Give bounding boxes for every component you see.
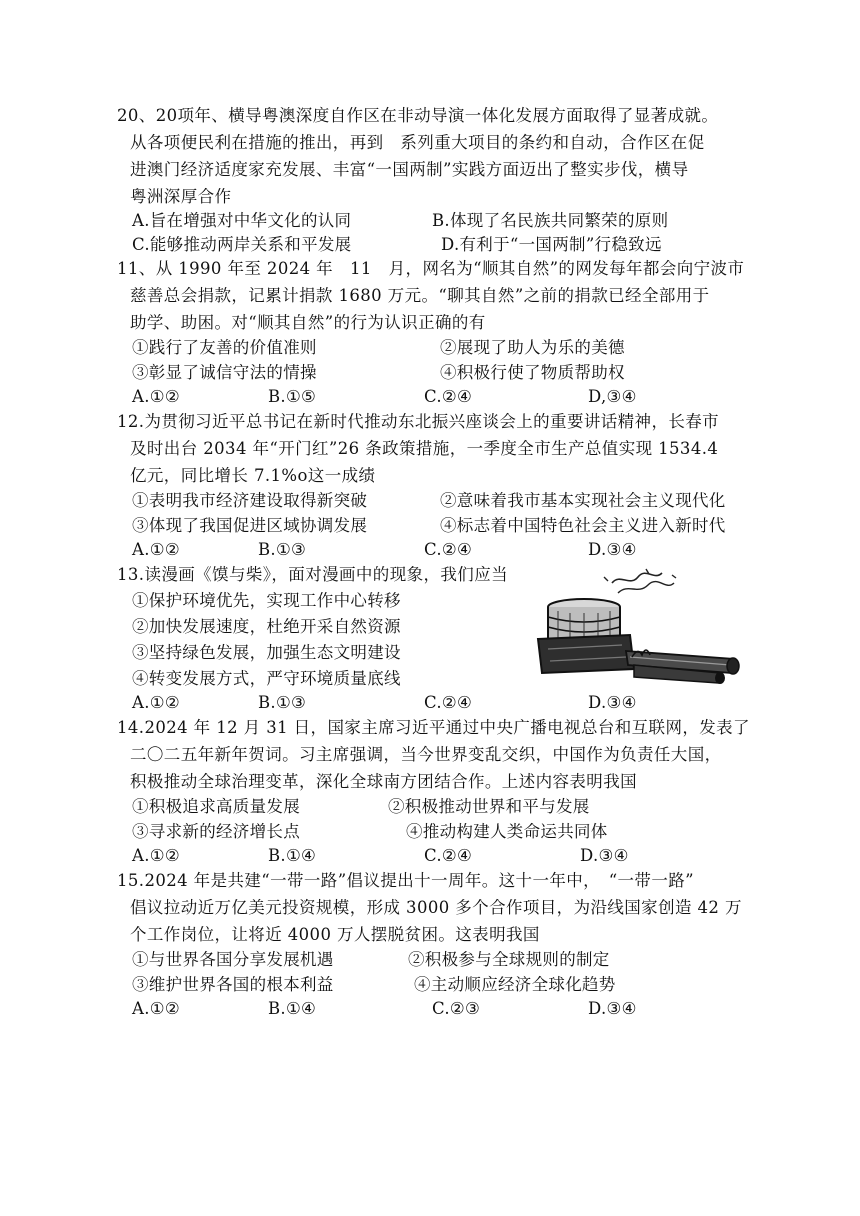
question-stem-line: 15.2024 年是共建“一带一路”倡议提出十一周年。这十一年中， “一带一路” (117, 871, 694, 890)
question-stem-line: 积极推动全球治理变革，深化全球南方团结合作。上述内容表明我国 (130, 772, 637, 791)
answer-option-b: B.①③ (258, 693, 307, 712)
statement-3: ③维护世界各国的根本利益 (132, 975, 334, 994)
answer-option-b: B.①③ (258, 540, 307, 559)
statement-2: ②加快发展速度，杜绝开采自然资源 (132, 617, 401, 636)
answer-option-a: A.①② (132, 540, 180, 559)
answer-option-a: A.①② (132, 999, 180, 1018)
answer-option-c: C.②④ (424, 846, 473, 865)
answer-option-d: D.有利于“一国两制”行稳致远 (441, 235, 662, 254)
statement-1: ①与世界各国分享发展机遇 (132, 950, 334, 969)
question-stem-line: 慈善总会捐款，记累计捐款 1680 万元。“聊其自然”之前的捐款已经全部用于 (130, 286, 710, 305)
question-stem-line: 14.2024 年 12 月 31 日，国家主席习近平通过中央广播电视总台和互联网，发表了 (117, 718, 750, 737)
question-stem-line: 从各项便民利在措施的推出，再到 系列重大项目的条约和自动，合作区在促 (130, 133, 705, 152)
question-stem-line: 助学、助困。对“顺其自然”的行为认识正确的有 (130, 313, 486, 332)
answer-option-d: D.③④ (588, 693, 637, 712)
statement-2: ②展现了助人为乐的美德 (440, 338, 625, 357)
question-stem-line: 进澳门经济适度家充发展、丰富“一国两制”实践方面迈出了整实步伐，横导 (130, 160, 689, 179)
question-stem-line: 11、从 1990 年至 2024 年 11 月，网名为“顺其自然”的网发每年都会向宁波市 (117, 259, 745, 278)
question-stem-line: 粤洲深厚合作 (130, 187, 232, 206)
answer-option-d: D.③④ (580, 846, 629, 865)
answer-option-c: C.②④ (424, 387, 473, 406)
question-stem-line: 及时出台 2034 年“开门红”26 条政策措施，一季度全市生产总值实现 1534.4 (130, 439, 719, 458)
statement-2: ②积极参与全球规则的制定 (408, 950, 610, 969)
statement-4: ④推动构建人类命运共同体 (406, 822, 608, 841)
statement-1: ①践行了友善的价值准则 (132, 338, 317, 357)
answer-option-b: B.①⑤ (268, 387, 317, 406)
answer-option-b: B.①④ (268, 999, 317, 1018)
statement-2: ②积极推动世界和平与发展 (388, 797, 590, 816)
answer-option-d: D.③④ (588, 999, 637, 1018)
statement-4: ④积极行使了物质帮助权 (440, 363, 625, 382)
answer-option-c: C.能够推动两岸关系和平发展 (132, 235, 352, 254)
answer-option-b: B.①④ (268, 846, 317, 865)
statement-4: ④转变发展方式，严守环境质量底线 (132, 669, 401, 688)
answer-option-a: A.①② (132, 387, 180, 406)
statement-4: ④标志着中国特色社会主义进入新时代 (440, 516, 726, 535)
question-stem-line: 20、20项年、横导粤澳深度自作区在非动导演一体化发展方面取得了显著成就。 (117, 106, 719, 125)
statement-1: ①保护环境优先，实现工作中心转移 (132, 591, 401, 610)
cartoon-illustration (534, 565, 744, 685)
question-stem-line: 二〇二五年新年贺词。习主席强调，当今世界变乱交织，中国作为负责任大国， (130, 745, 722, 764)
statement-3: ③坚持绿色发展，加强生态文明建设 (132, 643, 401, 662)
statement-3: ③彰显了诚信守法的情操 (132, 363, 317, 382)
question-stem-line: 13.读漫画《馍与柴》，面对漫画中的现象，我们应当 (117, 565, 508, 584)
answer-option-a: A.①② (132, 693, 180, 712)
question-stem-line: 个工作岗位，让将近 4000 万人摆脱贫困。这表明我国 (130, 925, 540, 944)
answer-option-a: A.旨在增强对中华文化的认同 (132, 211, 352, 230)
answer-option-d: D,③④ (588, 387, 637, 406)
statement-1: ①积极追求高质量发展 (132, 797, 300, 816)
answer-option-c: C.②③ (432, 999, 481, 1018)
statement-3: ③体现了我国促进区域协调发展 (132, 516, 368, 535)
statement-3: ③寻求新的经济增长点 (132, 822, 300, 841)
answer-option-c: C.②④ (424, 540, 473, 559)
answer-option-b: B.体现了名民族共同繁荣的原则 (432, 211, 669, 230)
statement-4: ④主动顺应经济全球化趋势 (414, 975, 616, 994)
question-stem-line: 亿元，同比增长 7.1%o这一成绩 (130, 466, 376, 485)
statement-1: ①表明我市经济建设取得新突破 (132, 491, 368, 510)
question-stem-line: 12.为贯彻习近平总书记在新时代推动东北振兴座谈会上的重要讲话精神，长春市 (117, 412, 720, 431)
question-stem-line: 倡议拉动近万亿美元投资规模，形成 3000 多个合作项目，为沿线国家创造 42 万 (130, 898, 742, 917)
answer-option-c: C.②④ (424, 693, 473, 712)
answer-option-a: A.①② (132, 846, 180, 865)
statement-2: ②意味着我市基本实现社会主义现代化 (440, 491, 726, 510)
answer-option-d: D.③④ (588, 540, 637, 559)
